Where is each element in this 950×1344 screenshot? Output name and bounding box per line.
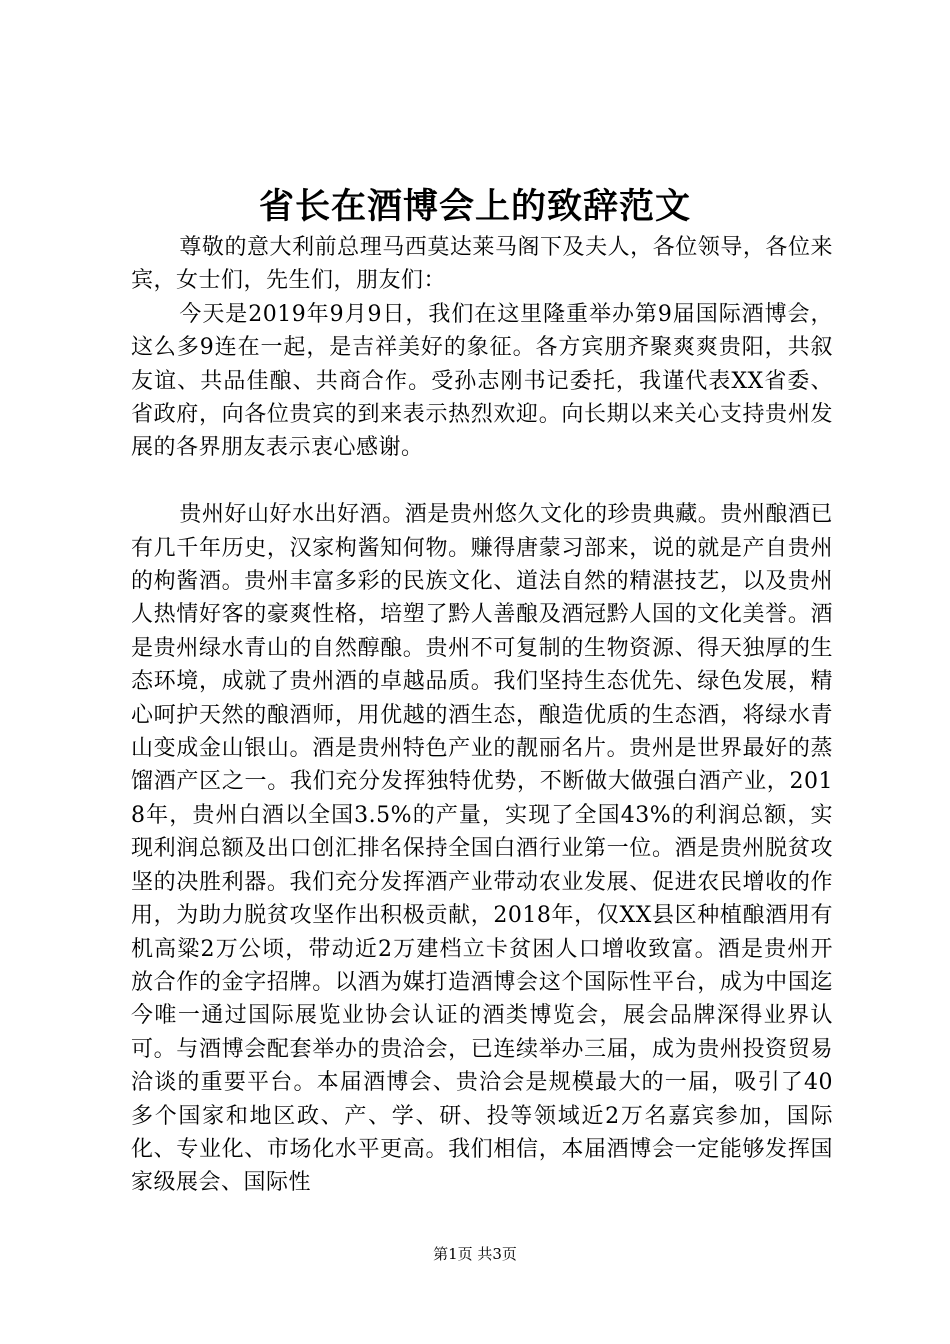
- salutation-paragraph: 尊敬的意大利前总理马西莫达莱马阁下及夫人，各位领导，各位来宾，女士们，先生们，朋友们：: [131, 235, 833, 294]
- welcome-paragraph: 今天是2019年9月9日，我们在这里隆重举办第9届国际酒博会，这么多9连在一起，是吉祥美好的象征。各方宾朋齐聚爽爽贵阳，共叙友谊、共品佳酿、共商合作。受孙志刚书记委托，我谨代表XX省委、省政府，向各位贵宾的到来表示热烈欢迎。向长期以来关心支持贵州发展的各界朋友表示衷心感谢。: [131, 301, 833, 461]
- guizhou-liquor-paragraph: 贵州好山好水出好酒。酒是贵州悠久文化的珍贵典藏。贵州酿酒已有几千年历史，汉家枸酱知何物。赚得唐蒙习部来，说的就是产自贵州的枸酱酒。贵州丰富多彩的民族文化、道法自然的精湛技艺，以及贵州人热情好客的豪爽性格，培塑了黔人善酿及酒冠黔人国的文化美誉。酒是贵州绿水青山的自然醇酿。贵州不可复制的生物资源、得天独厚的生态环境，成就了贵州酒的卓越品质。我们坚持生态优先、绿色发展，精心呵护天然的酿酒师，用优越的酒生态，酿造优质的生态酒，将绿水青山变成金山银山。酒是贵州特色产业的靓丽名片。贵州是世界最好的蒸馏酒产区之一。我们充分发挥独特优势，不断做大做强白酒产业，2018年，贵州白酒以全国3.5%的产量，实现了全国43%的利润总额，实现利润总额及出口创汇排名保持全国白酒行业第一位。酒是贵州脱贫攻坚的决胜利器。我们充分发挥酒产业带动农业发展、促进农民增收的作用，为助力脱贫攻坚作出积极贡献，2018年，仅XX县区种植酿酒用有机高粱2万公顷，带动近2万建档立卡贫困人口增收致富。酒是贵州开放合作的金字招牌。以酒为媒打造酒博会这个国际性平台，成为中国迄今唯一通过国际展览业协会认证的酒类博览会，展会品牌深得业界认可。与酒博会配套举办的贵洽会，已连续举办三届，成为贵州投资贸易洽谈的重要平台。本届酒博会、贵洽会是规模最大的一届，吸引了40多个国家和地区政、产、学、研、投等领域近2万名嘉宾参加，国际化、专业化、市场化水平更高。我们相信，本届酒博会一定能够发挥国家级展会、国际性: [131, 502, 833, 1196]
- document-title: 省长在酒博会上的致辞范文: [258, 187, 691, 227]
- document-body: [131, 231, 833, 1200]
- page-number-footer: 第1页 共3页: [433, 1245, 517, 1263]
